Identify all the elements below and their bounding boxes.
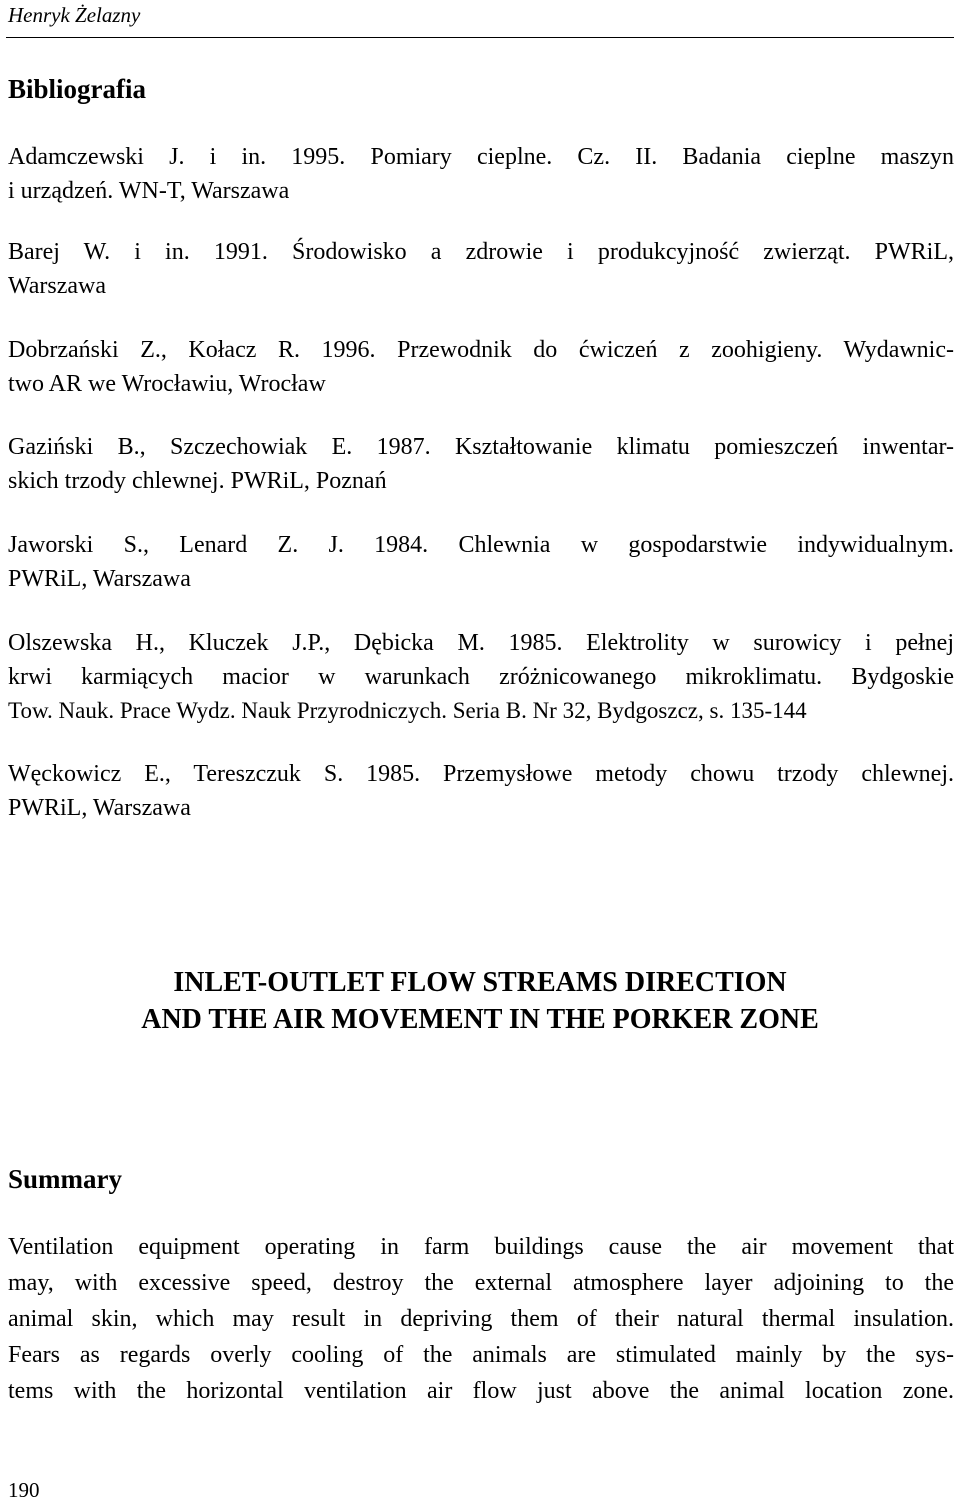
- bib-entry-line: i urządzeń. WN-T, Warszawa: [8, 178, 290, 204]
- header-rule: [6, 37, 954, 38]
- bib-entry: [8, 430, 954, 498]
- bib-entry-line: skich trzody chlewnej. PWRiL, Poznań: [8, 468, 387, 494]
- bib-entry-line: Tow. Nauk. Prace Wydz. Nauk Przyrodniczych. Seria B. Nr 32, Bydgoszcz, s. 135-144: [8, 698, 807, 723]
- summary-heading: Summary: [8, 1164, 122, 1194]
- bib-entry: [8, 235, 954, 303]
- bib-entry-line: Adamczewski J. i in. 1995. Pomiary cieplne. Cz. II. Badania cieplne maszyn: [8, 144, 954, 170]
- bib-entry-line: Dobrzański Z., Kołacz R. 1996. Przewodnik do ćwiczeń z zoohigieny. Wydawnic-: [8, 337, 954, 363]
- summary-line: Fears as regards overly cooling of the animals are stimulated mainly by the sys-: [8, 1342, 954, 1368]
- bib-entry: [8, 140, 954, 208]
- summary-line: may, with excessive speed, destroy the external atmosphere layer adjoining to the: [8, 1270, 954, 1296]
- bibliography-heading: Bibliografia: [8, 74, 147, 104]
- summary-line: tems with the horizontal ventilation air flow just above the animal location zone.: [8, 1378, 954, 1404]
- running-head-author: Henryk Żelazny: [8, 3, 141, 27]
- bib-entry-line: Jaworski S., Lenard Z. J. 1984. Chlewnia w gospodarstwie indywidualnym.: [8, 532, 954, 558]
- bib-entry: [8, 333, 954, 401]
- english-title-line-2: AND THE AIR MOVEMENT IN THE PORKER ZONE: [141, 1004, 819, 1035]
- bib-entry-line: two AR we Wrocławiu, Wrocław: [8, 371, 326, 397]
- summary-line: Ventilation equipment operating in farm buildings cause the air movement that: [8, 1234, 954, 1260]
- bib-entry-line: Olszewska H., Kluczek J.P., Dębicka M. 1985. Elektrolity w surowicy i pełnej: [8, 630, 954, 656]
- bib-entry: [8, 757, 954, 825]
- bib-entry: [8, 528, 954, 596]
- bib-entry-line: PWRiL, Warszawa: [8, 566, 191, 592]
- bib-entry-line: krwi karmiących macior w warunkach zróżnicowanego mikroklimatu. Bydgoskie: [8, 664, 954, 690]
- page-number: 190: [8, 1478, 40, 1502]
- summary-line: animal skin, which may result in depriving them of their natural thermal insulation.: [8, 1306, 954, 1332]
- bib-entry-line: Barej W. i in. 1991. Środowisko a zdrowie i produkcyjność zwierząt. PWRiL,: [8, 239, 954, 265]
- english-title-line-1: INLET-OUTLET FLOW STREAMS DIRECTION: [173, 967, 787, 998]
- bib-entry-line: PWRiL, Warszawa: [8, 795, 191, 821]
- bib-entry-line: Gaziński B., Szczechowiak E. 1987. Kształtowanie klimatu pomieszczeń inwentar-: [8, 434, 954, 460]
- bib-entry-line: Węckowicz E., Tereszczuk S. 1985. Przemysłowe metody chowu trzody chlewnej.: [8, 761, 954, 787]
- bib-entry: [8, 626, 954, 728]
- summary-paragraph: [8, 1229, 954, 1409]
- bib-entry-line: Warszawa: [8, 273, 107, 299]
